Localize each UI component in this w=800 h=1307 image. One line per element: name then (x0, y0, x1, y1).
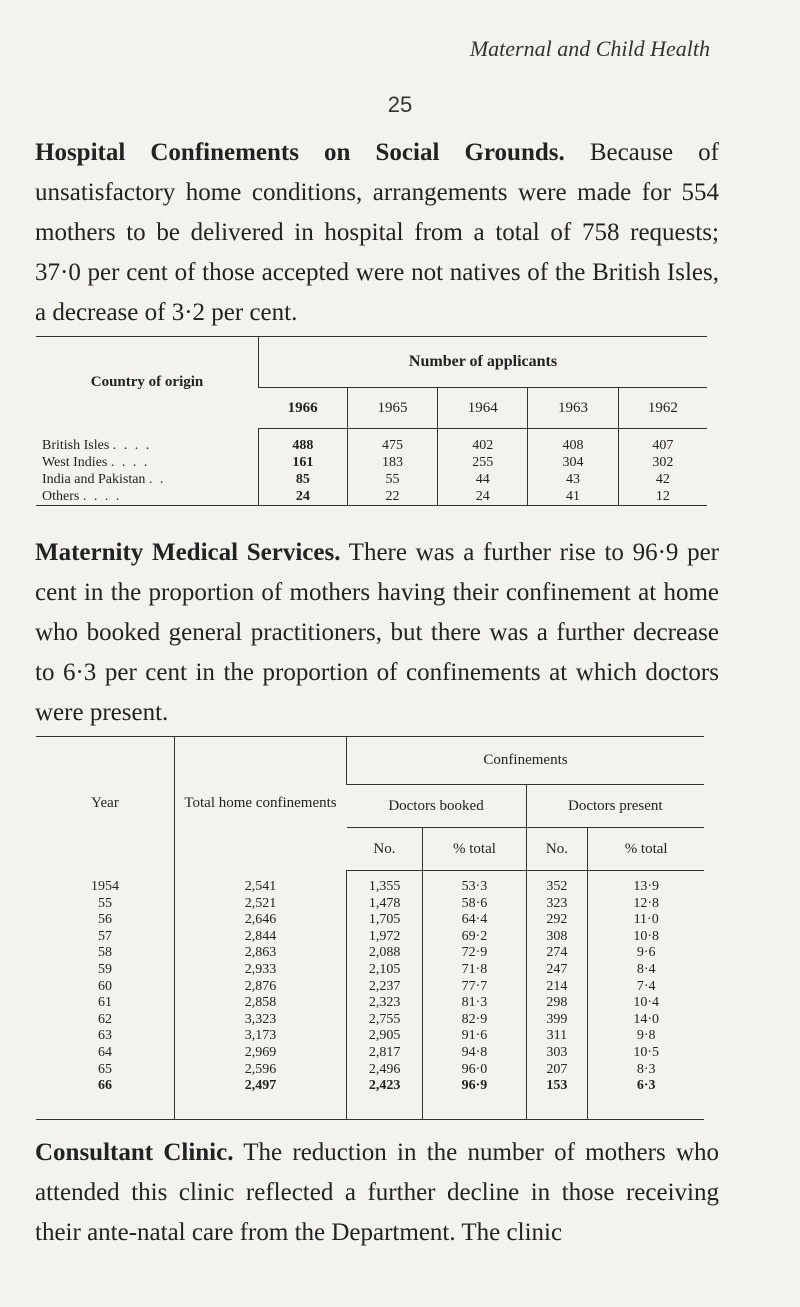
value-cell: 255 (438, 454, 528, 471)
total-cell: 2,844 (175, 929, 347, 946)
booked-pct-cell: 82·9 (423, 1012, 526, 1029)
year-cell: 59 (98, 961, 112, 977)
booked-pct-cell: 94·8 (423, 1045, 526, 1062)
table-row (36, 429, 707, 455)
booked-no-cell: 2,817 (347, 1045, 423, 1062)
value-cell: 43 (528, 471, 618, 488)
booked-no-cell: 2,237 (347, 979, 423, 996)
country-cell: India and Pakistan . . (42, 472, 166, 487)
present-pct-cell: 8·4 (588, 962, 704, 979)
booked-no-cell: 2,755 (347, 1012, 423, 1029)
total-cell: 2,646 (175, 912, 347, 929)
present-no-cell: 308 (526, 929, 588, 946)
country-cell: West Indies . . . . (42, 455, 150, 470)
country-cell: British Isles . . . . (42, 437, 152, 453)
booked-no-cell: 2,323 (347, 995, 423, 1012)
total-cell: 2,596 (175, 1062, 347, 1079)
country-cell: Others . . . . (36, 488, 259, 506)
booked-pct-cell: 58·6 (423, 896, 526, 913)
year-cell: 1954 (91, 878, 119, 894)
confinements-header: Confinements (347, 737, 705, 785)
value-cell: 24 (259, 488, 348, 506)
present-no-cell: 311 (526, 1028, 588, 1045)
table-row (36, 929, 704, 946)
paragraph-text: Because of unsatisfactory home conditions, arrangements were made for 554 mothers to be delivered in hospital from a total of 758 requests; 37·0 per cent of those accepted were not natives of the British Isles, a decrease of 3·2 per cent. (35, 139, 719, 326)
table-row (36, 1045, 704, 1062)
total-cell: 3,323 (175, 1012, 347, 1029)
total-cell: 2,876 (175, 979, 347, 996)
booked-pct-cell: 96·0 (423, 1062, 526, 1079)
present-pct-cell: 7·4 (588, 979, 704, 996)
country-of-origin-header: Country of origin (36, 337, 259, 429)
table-row (36, 962, 704, 979)
total-cell: 3,173 (175, 1028, 347, 1045)
present-pct-cell: 12·8 (588, 896, 704, 913)
present-pct-cell: 13·9 (588, 871, 704, 896)
year-header: 1965 (347, 388, 437, 429)
value-cell: 407 (618, 429, 707, 455)
present-no-cell: 303 (526, 1045, 588, 1062)
value-cell: 304 (528, 454, 618, 471)
booked-pct-cell: 91·6 (423, 1028, 526, 1045)
table-row (36, 979, 704, 996)
table-row (36, 896, 704, 913)
present-no-cell: 399 (526, 1012, 588, 1029)
running-head: Maternal and Child Health (469, 36, 710, 61)
table-row (36, 1028, 704, 1045)
value-cell: 44 (438, 471, 528, 488)
booked-pct-cell: 72·9 (423, 945, 526, 962)
present-pct-cell: 10·8 (588, 929, 704, 946)
section-heading: Maternity Medical Services. (35, 539, 341, 566)
value-cell: 161 (259, 454, 348, 471)
total-cell: 2,863 (175, 945, 347, 962)
total-home-confinements-header: Total home confinements (175, 737, 347, 871)
value-cell: 41 (528, 488, 618, 506)
value-cell: 85 (259, 471, 348, 488)
year-header: 1962 (618, 388, 707, 429)
value-cell: 12 (618, 488, 707, 506)
year-header: 1966 (259, 388, 348, 429)
percent-total-header: % total (423, 828, 526, 871)
value-cell: 475 (347, 429, 437, 455)
table-row (36, 871, 704, 896)
applicants-by-country-table (36, 336, 707, 506)
no-header: No. (347, 828, 423, 871)
year-cell: 60 (98, 978, 112, 994)
present-no-cell: 323 (526, 896, 588, 913)
present-no-cell: 153 (526, 1078, 588, 1119)
booked-no-cell: 1,705 (347, 912, 423, 929)
table-row (36, 1062, 704, 1079)
year-cell: 56 (98, 912, 112, 928)
year-header: 1964 (438, 388, 528, 429)
booked-no-cell: 2,423 (347, 1078, 423, 1119)
total-cell: 2,969 (175, 1045, 347, 1062)
present-pct-cell: 14·0 (588, 1012, 704, 1029)
consultant-clinic-paragraph (35, 1133, 719, 1253)
percent-total-header: % total (588, 828, 704, 871)
total-cell: 2,933 (175, 962, 347, 979)
table-row (36, 471, 707, 488)
page-number: 25 (387, 92, 413, 117)
present-pct-cell: 10·4 (588, 995, 704, 1012)
year-cell: 63 (98, 1028, 112, 1044)
table-row (36, 488, 707, 506)
paragraph-text: The reduction in the number of mothers who attended this clinic reflected a further decline in those receiving their ante-natal care from the Department. The clinic (35, 1139, 720, 1246)
total-cell: 2,521 (175, 896, 347, 913)
booked-pct-cell: 81·3 (423, 995, 526, 1012)
year-cell: 66 (36, 1078, 175, 1119)
year-cell: 57 (98, 928, 112, 944)
table-row (36, 1012, 704, 1029)
present-no-cell: 247 (526, 962, 588, 979)
booked-pct-cell: 53·3 (423, 871, 526, 896)
booked-pct-cell: 77·7 (423, 979, 526, 996)
present-no-cell: 207 (526, 1062, 588, 1079)
present-no-cell: 298 (526, 995, 588, 1012)
booked-no-cell: 2,105 (347, 962, 423, 979)
booked-pct-cell: 69·2 (423, 929, 526, 946)
section-heading: Consultant Clinic. (35, 1139, 234, 1166)
value-cell: 42 (618, 471, 707, 488)
year-cell: 62 (98, 1011, 112, 1027)
year-cell: 55 (98, 895, 112, 911)
paragraph-text: There was a further rise to 96·9 per cent in the proportion of mothers having their confinement at home who booked general practitioners, but there was a further decrease to 6·3 per cent in the proportion of confinements at which doctors were present. (35, 539, 719, 726)
present-pct-cell: 6·3 (588, 1078, 704, 1119)
value-cell: 183 (347, 454, 437, 471)
hospital-confinements-paragraph (35, 133, 719, 333)
value-cell: 55 (347, 471, 437, 488)
present-pct-cell: 9·6 (588, 945, 704, 962)
value-cell: 402 (438, 429, 528, 455)
number-of-applicants-header: Number of applicants (259, 337, 708, 388)
no-header: No. (526, 828, 588, 871)
doctors-present-header: Doctors present (526, 785, 704, 828)
value-cell: 22 (347, 488, 437, 506)
booked-pct-cell: 71·8 (423, 962, 526, 979)
table-row (36, 1078, 704, 1119)
total-cell: 2,541 (175, 871, 347, 896)
booked-no-cell: 1,478 (347, 896, 423, 913)
booked-no-cell: 2,496 (347, 1062, 423, 1079)
total-cell: 2,497 (175, 1078, 347, 1119)
value-cell: 488 (259, 429, 348, 455)
year-cell: 64 (98, 1044, 112, 1060)
value-cell: 302 (618, 454, 707, 471)
present-pct-cell: 11·0 (588, 912, 704, 929)
booked-pct-cell: 64·4 (423, 912, 526, 929)
value-cell: 24 (438, 488, 528, 506)
year-cell: 65 (98, 1061, 112, 1077)
booked-no-cell: 2,905 (347, 1028, 423, 1045)
present-no-cell: 292 (526, 912, 588, 929)
total-cell: 2,858 (175, 995, 347, 1012)
present-pct-cell: 9·8 (588, 1028, 704, 1045)
booked-no-cell: 2,088 (347, 945, 423, 962)
table-row (36, 995, 704, 1012)
confinements-table (36, 736, 704, 1120)
booked-no-cell: 1,355 (347, 871, 423, 896)
maternity-medical-services-paragraph (35, 533, 719, 733)
table-row (36, 454, 707, 471)
present-pct-cell: 10·5 (588, 1045, 704, 1062)
booked-no-cell: 1,972 (347, 929, 423, 946)
year-cell: 61 (98, 995, 112, 1011)
year-header: 1963 (528, 388, 618, 429)
doctors-booked-header: Doctors booked (347, 785, 527, 828)
table-row (36, 945, 704, 962)
present-no-cell: 352 (526, 871, 588, 896)
table-row (36, 912, 704, 929)
value-cell: 408 (528, 429, 618, 455)
present-no-cell: 214 (526, 979, 588, 996)
booked-pct-cell: 96·9 (423, 1078, 526, 1119)
year-header: Year (36, 737, 175, 871)
present-pct-cell: 8·3 (588, 1062, 704, 1079)
year-cell: 58 (98, 945, 112, 961)
section-heading: Hospital Confinements on Social Grounds. (35, 139, 565, 166)
present-no-cell: 274 (526, 945, 588, 962)
